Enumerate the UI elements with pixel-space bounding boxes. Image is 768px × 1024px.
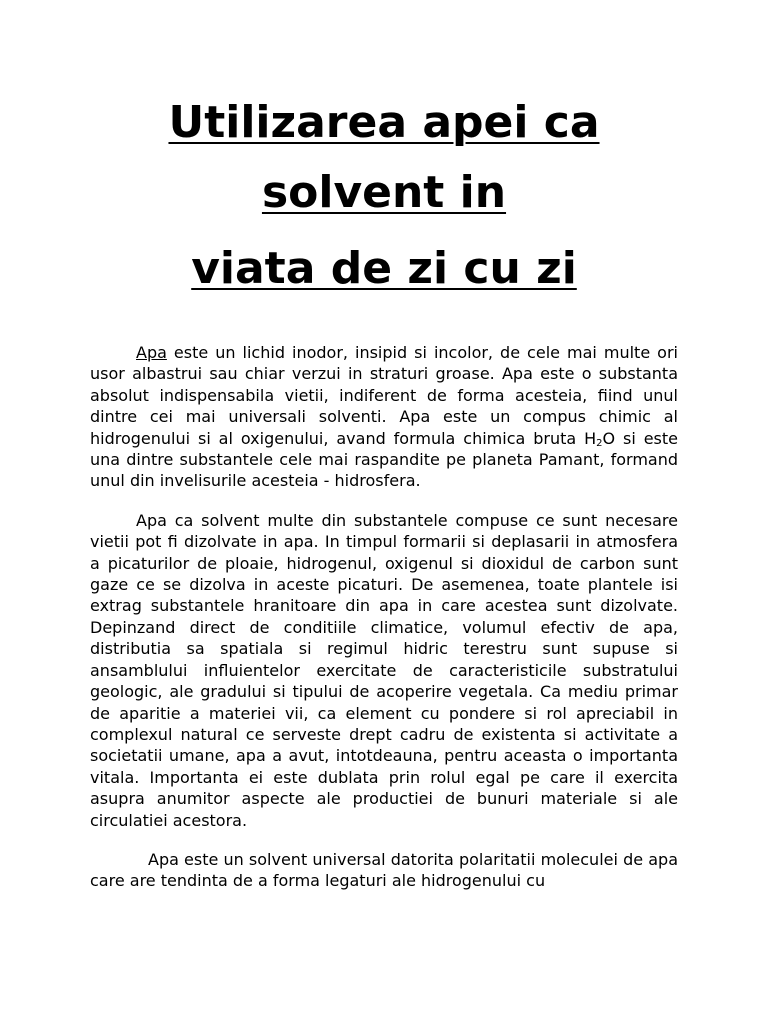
paragraph-2: Apa ca solvent multe din substantele compuse ce sunt necesare vietii pot fi dizolvate in apa. In timpul formarii si deplasarii in atmosfera a picaturilor de ploaie, hidrogenul, oxigenul si dioxidul de carbon sunt gaze ce se dizolva in aceste picaturi. De asemenea, toate plantele isi extrag substantele hranitoare din apa in care acestea sunt dizolvate. Depinzand direct de conditiile climatice, volumul efectiv de apa, distributia sa spatiala si regimul hidric terestru sunt supuse si ansamblului influientelor exercitate de caracteristicile substratului geologic, ale gradului si tipului de acoperire vegetala. Ca mediu primar de aparitie a materiei vii, ca element cu pondere si rol apreciabil in complexul natural ce serveste drept cadru de existenta si activitate a societatii umane, apa a avut, intotdeauna, pentru aceasta o importanta vitala. Importanta ei este dublata prin rolul egal pe care il exercita asupra anumitor aspecte ale productiei de bunuri materiale si ale circulatiei acestora.	[90, 510, 678, 830]
paragraph-1-text-a: este un lichid inodor, insipid si incolor, de cele mai multe ori usor albastrui sau chiar verzui in straturi groase. Apa este o substanta absolut indispensabila vietii, indiferent de forma acesteia, fiind unul dintre cei mai universali solventi. Apa este un compus chimic al hidrogenului si al oxigenului, avand formula chimica bruta H	[90, 343, 678, 448]
paragraph-1-text-b: O si este una dintre substantele cele mai raspandite pe planeta Pamant, formand unul din invelisurile acesteia - hidrosfera.	[90, 428, 679, 491]
apa-link[interactable]: Apa	[136, 343, 167, 362]
title-line-2: solvent in	[261, 167, 507, 218]
document-title	[90, 88, 678, 304]
paragraph-1	[90, 342, 678, 492]
subscript-2: 2	[596, 437, 603, 449]
document-body	[90, 342, 678, 892]
title-line-3: viata de zi cu zi	[191, 243, 577, 294]
paragraph-3: Apa este un solvent universal datorita polaritatii moleculei de apa care are tendinta de a forma legaturi ale hidrogenului cu	[90, 849, 678, 891]
title-line-1: Utilizarea apei ca	[168, 97, 600, 148]
document-page	[90, 88, 678, 910]
